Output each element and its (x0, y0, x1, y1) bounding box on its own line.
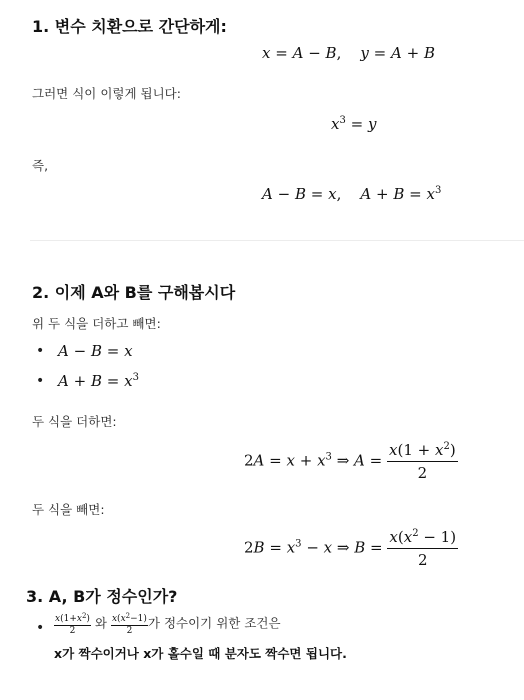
that-is-text: 즉, (32, 158, 49, 173)
condition-text: 가 정수이기 위한 조건은 (147, 615, 281, 631)
fraction-a: $\frac{x(1+x^2)}{2}$ (55, 612, 90, 636)
section-1-heading: 1. 변수 치환으로 간단하게: (32, 17, 227, 36)
solve-b-equation: $2B = x^3 - x$ ⇒ B = $\frac{x(x^2 - 1)}{2}$ (244, 528, 457, 569)
bullet-dot: • (36, 373, 45, 389)
difference-text: 두 식을 빼면: (32, 502, 105, 517)
system-equation: A − B = x, $A + B = x^3$ (262, 185, 442, 203)
bullet-equation-difference: A − B = x (58, 342, 133, 360)
section-divider (30, 240, 524, 241)
section-3-heading: 3. A, B가 정수인가? (26, 587, 178, 606)
fraction-b: $\frac{x(x^2-1)}{2}$ (111, 612, 147, 636)
add-subtract-intro: 위 두 식을 더하고 빼면: (32, 316, 161, 331)
conjunction-text: 와 (94, 615, 107, 631)
integer-condition-line (54, 612, 281, 636)
bullet-equation-sum: $A + B = x^3$ (58, 372, 139, 390)
conclusion-text: x가 짝수이거나 x가 홀수일 때 분자도 짝수면 됩니다. (54, 646, 347, 661)
solve-a-equation: $2A = x + x^3$ ⇒ A = $\frac{x(1 + x^2)}{2}$ (244, 441, 456, 482)
bullet-dot: • (36, 343, 45, 359)
section-2-heading: 2. 이제 A와 B를 구해봅시다 (32, 283, 236, 302)
sum-text: 두 식을 더하면: (32, 414, 117, 429)
substitution-equation: x = A − B, y = A + B (262, 44, 435, 62)
cubic-equation: $x^3 = y$ (331, 115, 377, 133)
bullet-dot: • (36, 620, 45, 636)
then-text: 그러면 식이 이렇게 됩니다: (32, 86, 181, 101)
